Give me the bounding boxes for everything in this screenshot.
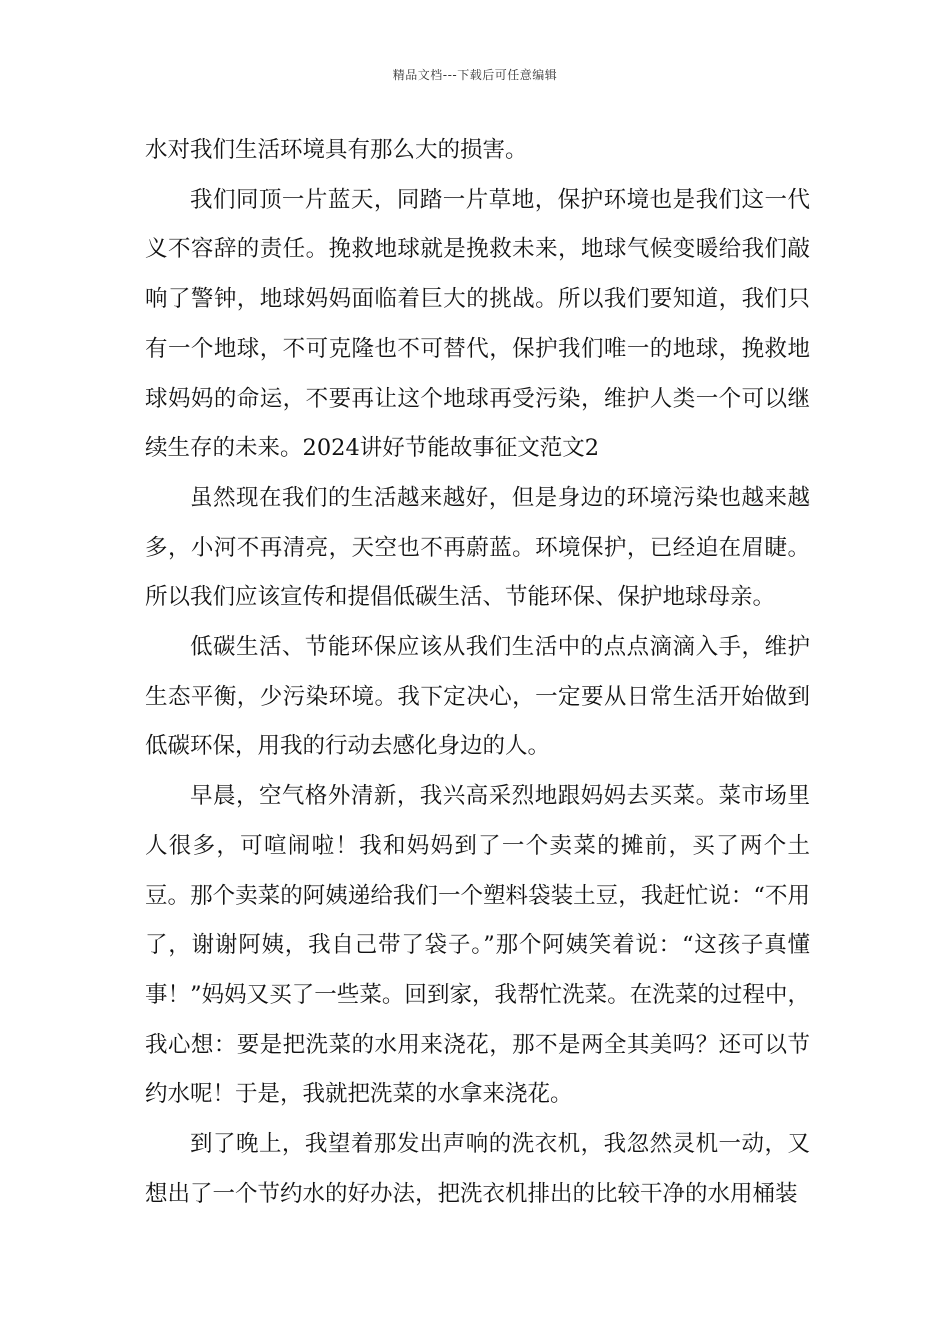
paragraph: 水对我们生活环境具有那么大的损害。 bbox=[145, 137, 528, 163]
paragraph: 虽然现在我们的生活越来越好，但是身边的环境污染也越来越多，小河不再清亮，天空也不再蔚蓝。环境保护，已经迫在眉睫。所以我们应该宣传和提倡低碳生活、节能环保、保护地球母亲。 bbox=[145, 484, 810, 611]
paragraph: 低碳生活、节能环保应该从我们生活中的点点滴滴入手，维护生态平衡，少污染环境。我下定决心，一定要从日常生活开始做到低碳环保，用我的行动去感化身边的人。 bbox=[145, 634, 810, 760]
paragraph: 到了晚上，我望着那发出声响的洗衣机，我忽然灵机一动，又想出了一个节约水的好办法，把洗衣机排出的比较干净的水用桶装 bbox=[145, 1131, 810, 1207]
paragraph: 早晨，空气格外清新，我兴高采烈地跟妈妈去买菜。菜市场里人很多，可喧闹啦！我和妈妈到了一个卖菜的摊前，买了两个土豆。那个卖菜的阿姨递给我们一个塑料袋装土豆，我赶忙说：“不用了，谢谢阿姨，我自己带了袋子。”那个阿姨笑着说：“这孩子真懂事！”妈妈又买了一些菜。回到家，我帮忙洗菜。在洗菜的过程中，我心想：要是把洗菜的水用来浇花，那不是两全其美吗？还可以节约水呢！于是，我就把洗菜的水拿来浇花。 bbox=[145, 783, 810, 1108]
document-body bbox=[145, 126, 810, 1219]
paragraph: 我们同顶一片蓝天，同踏一片草地，保护环境也是我们这一代义不容辞的责任。挽救地球就是挽救未来，地球气候变暖给我们敲响了警钟，地球妈妈面临着巨大的挑战。所以我们要知道，我们只有一个地球，不可克隆也不可替代，保护我们唯一的地球，挽救地球妈妈的命运，不要再让这个地球再受污染，维护人类一个可以继续生存的未来。2024讲好节能故事征文范文2 bbox=[145, 186, 810, 462]
page-header: 精品文档---下载后可任意编辑 bbox=[392, 68, 558, 82]
